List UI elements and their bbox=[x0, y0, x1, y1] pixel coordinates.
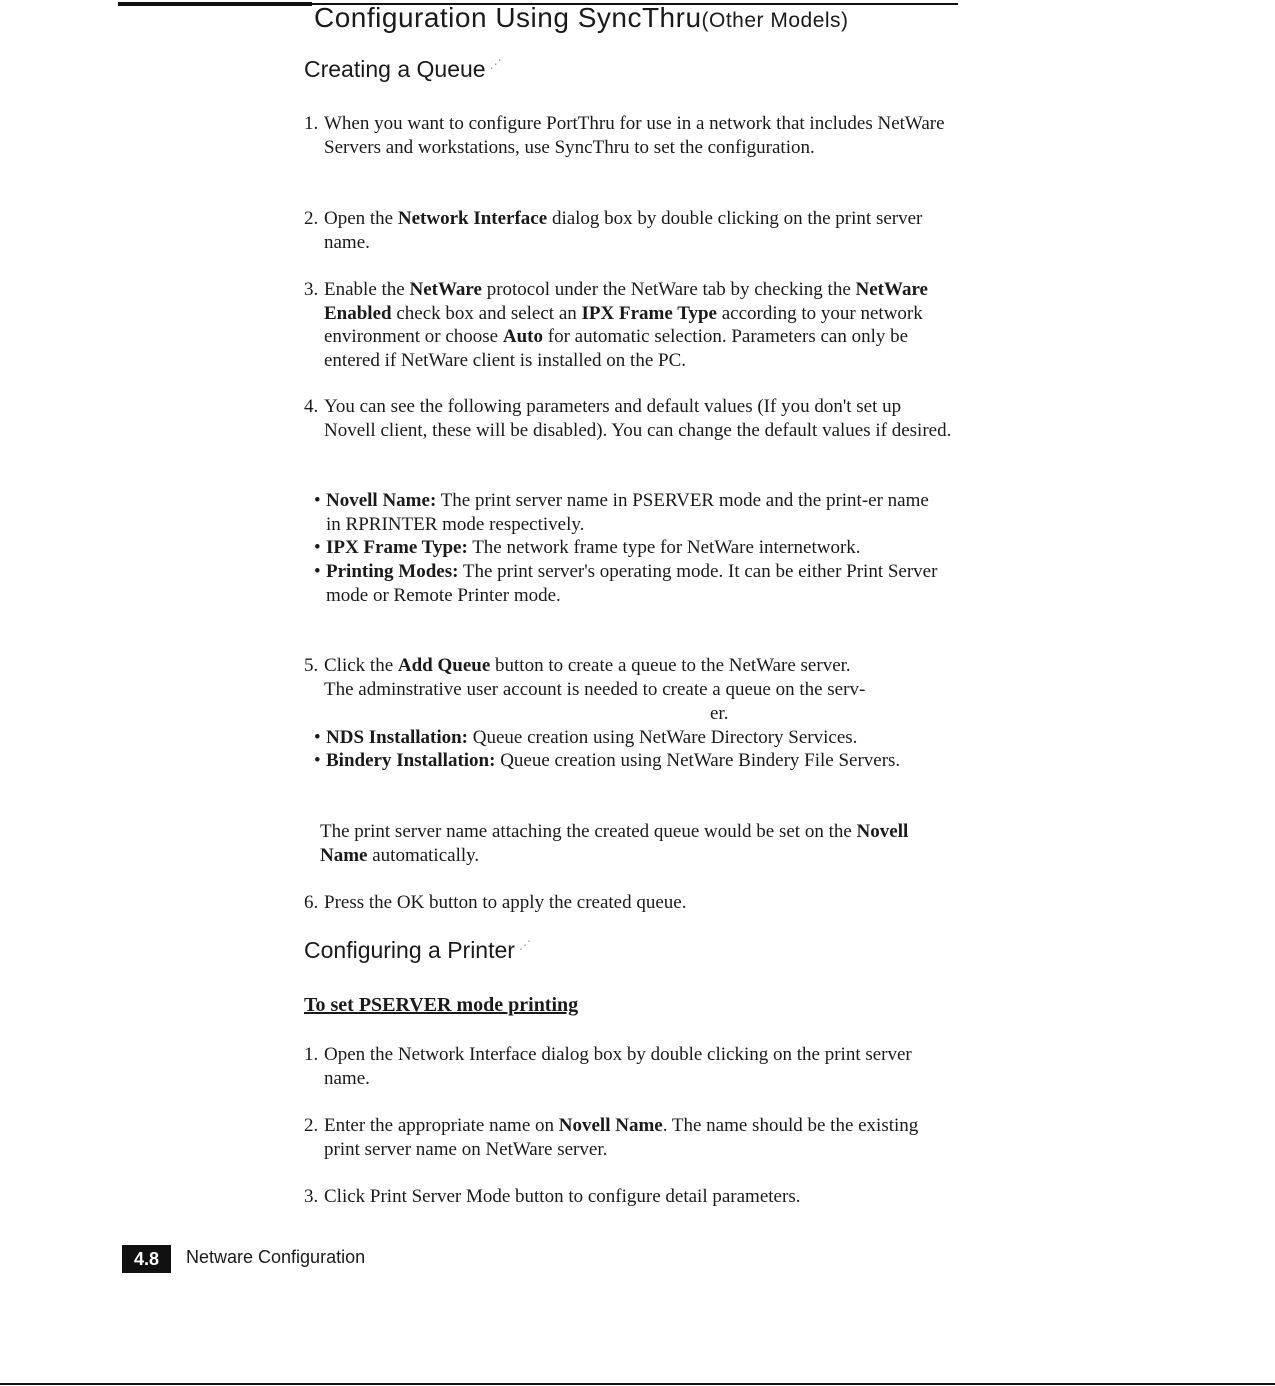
section-heading-configuring-printer bbox=[304, 937, 531, 964]
page-number-badge: 4.8 bbox=[122, 1245, 171, 1273]
step-5-continuation: er. bbox=[710, 703, 729, 724]
step-text: Open the Network Interface dialog box by double clicking on the print server name. bbox=[324, 1044, 912, 1089]
bullet-novell-name: • Novell Name: The print server name in PSERVER mode and the print-er name in RPRINTER mode respectively. bbox=[314, 490, 929, 535]
cursor-mark-icon: ⋰ bbox=[489, 57, 502, 72]
bullet-bindery-installation: • Bindery Installation: Queue creation using NetWare Bindery File Servers. bbox=[314, 750, 901, 771]
step-number: 1. bbox=[304, 113, 319, 134]
step-text: When you want to configure PortThru for use in a network that includes NetWare Servers and workstations, use SyncThru to set the configuration. bbox=[324, 113, 945, 158]
step-5 bbox=[304, 654, 954, 701]
step-number: 5. bbox=[304, 655, 319, 676]
bottom-rule bbox=[0, 1383, 1275, 1385]
footer-section-title: Netware Configuration bbox=[186, 1247, 366, 1267]
step-text: Enable the NetWare protocol under the NetWare tab by checking the NetWare Enabled check box and select an IPX Frame Type according to your network environment or choose Auto for automatic selection. Parameters can only be entered if NetWare client is installed on the PC. bbox=[324, 279, 928, 371]
section-heading-creating-queue bbox=[304, 56, 502, 83]
printer-step-2 bbox=[304, 1114, 954, 1161]
bullet-icon: • bbox=[314, 490, 321, 511]
step-text: Enter the appropriate name on Novell Name. The name should be the existing print server name on NetWare server. bbox=[324, 1115, 919, 1160]
bullet-ipx-frame-type: • IPX Frame Type: The network frame type for NetWare internetwork. bbox=[314, 537, 861, 558]
step-2 bbox=[304, 207, 954, 254]
step-text: Click Print Server Mode button to configure detail parameters. bbox=[324, 1186, 801, 1207]
bullet-icon: • bbox=[314, 727, 321, 748]
step-text: Open the Network Interface dialog box by double clicking on the print server name. bbox=[324, 208, 923, 253]
step-number: 2. bbox=[304, 208, 319, 229]
cursor-mark-icon: ⋰ bbox=[518, 938, 531, 953]
page-title-suffix: (Other Models) bbox=[701, 9, 849, 32]
page-title-main: Configuration Using SyncThru bbox=[314, 2, 702, 33]
bullet-icon: • bbox=[314, 561, 321, 582]
top-rule-accent bbox=[118, 2, 312, 6]
step-4 bbox=[304, 395, 954, 442]
step-number: 3. bbox=[304, 279, 319, 300]
step-number: 2. bbox=[304, 1115, 319, 1136]
step-number: 3. bbox=[304, 1186, 319, 1207]
bullet-nds-installation: • NDS Installation: Queue creation using NetWare Directory Services. bbox=[314, 727, 858, 748]
bullet-icon: • bbox=[314, 537, 321, 558]
step-1 bbox=[304, 112, 954, 159]
printer-step-1 bbox=[304, 1043, 954, 1090]
bullet-printing-modes: • Printing Modes: The print server's operating mode. It can be either Print Server mode or Remote Printer mode. bbox=[314, 561, 938, 606]
step-number: 6. bbox=[304, 892, 319, 913]
section-heading-text: Creating a Queue bbox=[304, 56, 486, 82]
step-6 bbox=[304, 891, 954, 915]
step-text: You can see the following parameters and default values (If you don't set up Novell client, these will be disabled). You can change the default values if desired. bbox=[324, 396, 952, 441]
subheading-pserver: To set PSERVER mode printing bbox=[304, 994, 579, 1016]
queue-note: The print server name attaching the created queue would be set on the Novell Name automatically. bbox=[320, 821, 909, 866]
step-number: 4. bbox=[304, 396, 319, 417]
page-title bbox=[314, 2, 849, 34]
section-heading-text: Configuring a Printer bbox=[304, 937, 515, 963]
step-text: Press the OK button to apply the created queue. bbox=[324, 892, 687, 913]
step-number: 1. bbox=[304, 1044, 319, 1065]
bullet-icon: • bbox=[314, 750, 321, 771]
step-text: Click the Add Queue button to create a queue to the NetWare server. The adminstrative user account is needed to create a queue on the serv- bbox=[324, 655, 866, 700]
step-3 bbox=[304, 278, 954, 372]
printer-step-3 bbox=[304, 1185, 954, 1209]
